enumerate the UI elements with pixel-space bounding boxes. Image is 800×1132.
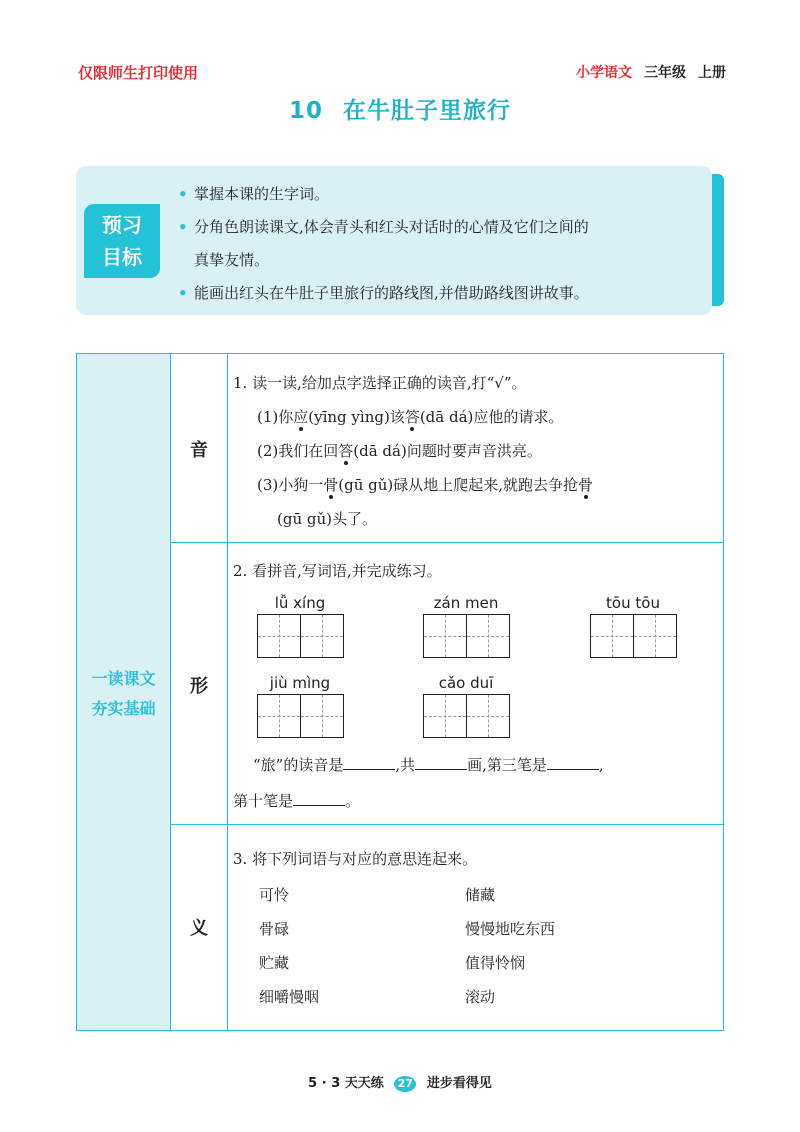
goal-text: 能画出红头在牛肚子里旅行的路线图,并借助路线图讲故事。	[194, 284, 589, 302]
writing-grid[interactable]	[423, 614, 509, 658]
category-meaning: 义	[190, 918, 208, 939]
subject-label: 小学语文	[576, 65, 632, 81]
answer-blank[interactable]	[415, 753, 467, 770]
pinyin-label: jiù mìng	[269, 674, 331, 692]
exercise-table	[76, 353, 724, 1031]
emphasis-char: 答	[338, 442, 354, 460]
page-footer	[0, 1072, 800, 1092]
goal-item	[178, 211, 708, 277]
footer-slogan: 进步看得见	[426, 1076, 492, 1091]
match-right-item[interactable]: 慢慢地吃东西	[465, 920, 556, 938]
pinyin-word-3	[590, 594, 676, 658]
goals-label-line2: 目标	[102, 245, 142, 269]
category-form: 形	[190, 676, 208, 697]
section-label-line1: 一读课文	[91, 669, 156, 688]
goal-text-continued: 真挚友情。	[194, 251, 270, 269]
writing-grid[interactable]	[257, 694, 343, 738]
writing-grid[interactable]	[257, 614, 343, 658]
row-divider	[171, 824, 723, 825]
print-notice: 仅限师生打印使用	[78, 64, 199, 82]
lesson-number: 10	[288, 98, 323, 124]
goal-text: 掌握本课的生字词。	[194, 185, 330, 203]
pinyin-word-4	[257, 674, 343, 738]
goals-box-edge	[712, 174, 724, 306]
pinyin-label: lǚ xíng	[274, 594, 326, 612]
row-divider	[171, 542, 723, 543]
question-3-title: 3. 将下列词语与对应的意思连起来。	[233, 850, 478, 868]
goals-list	[178, 178, 708, 310]
category-sound: 音	[190, 440, 208, 461]
emphasis-char: 应	[293, 408, 309, 426]
question-2-fill-1: “旅”的读音是 ,共 画,第三笔是 ,	[253, 748, 604, 782]
pinyin-label: tōu tōu	[606, 594, 660, 612]
question-1	[233, 366, 593, 536]
question-1-title: 1. 读一读,给加点字选择正确的读音,打“√”。	[233, 374, 527, 392]
book-info	[576, 62, 726, 82]
pinyin-label: cǎo duī	[438, 674, 494, 692]
question-2-title: 2. 看拼音,写词语,并完成练习。	[233, 562, 442, 580]
writing-grid[interactable]	[423, 694, 509, 738]
preview-goals-label	[84, 204, 160, 278]
page-number: 27	[394, 1076, 416, 1092]
footer-series: 5 · 3 天天练	[308, 1076, 384, 1091]
bullet-icon: •	[178, 284, 188, 302]
match-left-item[interactable]: 可怜	[259, 886, 290, 904]
emphasis-char: 答	[404, 408, 420, 426]
question-1-item-3: (3)小狗一骨(gū gǔ)碌从地上爬起来,就跑去争抢骨	[257, 476, 594, 494]
pinyin-label: zán men	[433, 594, 499, 612]
bullet-icon: •	[178, 218, 188, 236]
lesson-title	[0, 92, 800, 125]
pinyin-word-5	[423, 674, 509, 738]
question-2-fill-2: 第十笔是 。	[233, 784, 360, 818]
emphasis-char: 骨	[578, 476, 594, 494]
bullet-icon: •	[178, 185, 188, 203]
match-left-item[interactable]: 细嚼慢咽	[259, 988, 320, 1006]
grade-label: 三年级	[644, 65, 686, 81]
match-right-item[interactable]: 滚动	[465, 988, 496, 1006]
goal-item	[178, 277, 708, 310]
question-1-item-3-continued: (gū gǔ)头了。	[277, 510, 377, 528]
lesson-name: 在牛肚子里旅行	[343, 98, 511, 124]
question-1-item-1: (1)你应(yīng yìng)该答(dā dá)应他的请求。	[257, 408, 564, 426]
pinyin-word-1	[257, 594, 343, 658]
goal-text: 分角色朗读课文,体会青头和红头对话时的心情及它们之间的	[194, 218, 589, 236]
answer-blank[interactable]	[343, 753, 395, 770]
section-label-line2: 夯实基础	[91, 699, 156, 718]
match-left-item[interactable]: 贮藏	[259, 954, 290, 972]
match-left-item[interactable]: 骨碌	[259, 920, 290, 938]
writing-grid[interactable]	[590, 614, 676, 658]
goal-item	[178, 178, 708, 211]
goals-label-line1: 预习	[102, 213, 142, 237]
section-label	[77, 664, 170, 724]
term-label: 上册	[698, 65, 726, 81]
pinyin-word-2	[423, 594, 509, 658]
match-right-item[interactable]: 储藏	[465, 886, 496, 904]
emphasis-char: 骨	[323, 476, 339, 494]
answer-blank[interactable]	[293, 789, 345, 806]
question-1-item-2: (2)我们在回答(dā dá)问题时要声音洪亮。	[257, 442, 542, 460]
column-divider	[227, 354, 228, 1030]
answer-blank[interactable]	[547, 753, 599, 770]
match-right-item[interactable]: 值得怜悯	[465, 954, 526, 972]
